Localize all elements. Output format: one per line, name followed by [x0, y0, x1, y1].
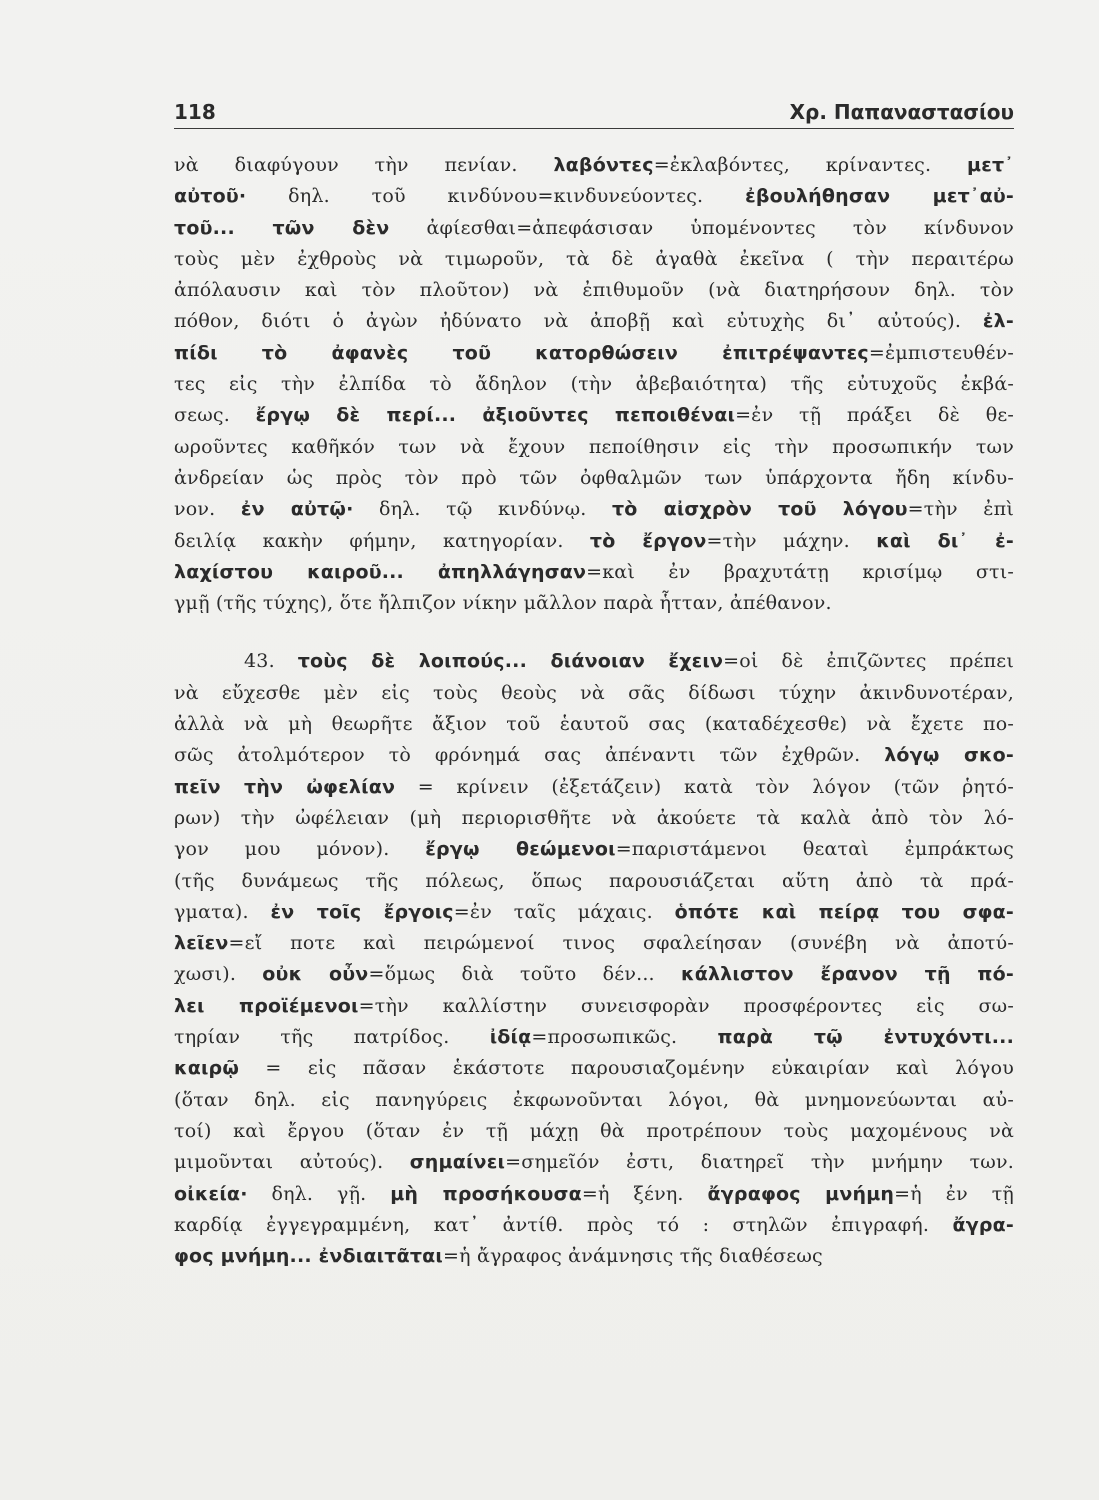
bold-lemma: τὸ ἔργον: [589, 529, 707, 552]
gloss-text: =ἐν τῇ πράξει δὲ θε-: [735, 404, 1014, 427]
bold-lemma: οὐκ οὖν: [262, 963, 369, 986]
gloss-text: =ἐμπιστευθέν-: [868, 341, 1014, 364]
gloss-text: =εἴ ποτε καὶ πειρώμενοί τινος σφαλείησαν (συνέβη νὰ ἀποτύ-: [228, 932, 1014, 955]
bold-lemma: τοὺς δὲ λοιπούς... διάνοιαν ἔχειν: [297, 650, 724, 673]
bold-lemma: λαβόντες: [553, 154, 654, 176]
gloss-text: γμῇ (τῆς τύχης), ὅτε ἤλπιζον νίκην μᾶλλον παρὰ ἧτταν, ἀπέθανον.: [174, 592, 832, 615]
bold-lemma: φος μνήμη... ἐνδιαιτᾶται: [174, 1245, 444, 1268]
bold-lemma: πίδι τὸ ἀφανὲς τοῦ κατορθώσειν ἐπιτρέψαντες: [174, 341, 869, 364]
bold-lemma: καὶ δι᾿ ἐ-: [876, 529, 1014, 552]
text-line: [174, 181, 1014, 212]
bold-lemma: σημαίνει: [409, 1151, 506, 1174]
gloss-text: ἀφίεσθαι=ἀπεφάσισαν ὑπομένοντες τὸν κίνδυνον: [389, 216, 1014, 239]
gloss-text: σῶς ἀτολμότερον τὸ φρόνημά σας ἀπέναντι τῶν ἐχθρῶν.: [174, 744, 885, 767]
gloss-text: = εἰς πᾶσαν ἑκάστοτε παρουσιαζομένην εὐκαιρίαν καὶ λόγου: [239, 1057, 1014, 1080]
bold-lemma: παρὰ τῷ ἐντυχόντι...: [717, 1026, 1014, 1049]
gloss-text: νὰ διαφύγουν τὴν πενίαν.: [174, 154, 554, 176]
bold-lemma: ἄγραφος μνήμη: [707, 1182, 895, 1205]
gloss-text: =τὴν καλλίστην συνεισφορὰν προσφέροντες εἰς σω-: [358, 994, 1014, 1017]
gloss-text: τες εἰς τὴν ἐλπίδα τὸ ἄδηλον (τὴν ἀβεβαιότητα) τῆς εὐτυχοῦς ἐκβά-: [174, 373, 1014, 396]
gloss-text: ωροῦντες καθῆκόν των νὰ ἔχουν πεποίθησιν εἰς τὴν προσωπικήν των: [174, 435, 1014, 458]
text-line: [174, 150, 1014, 181]
bold-lemma: ἐβουλήθησαν μετ᾿αὐ-: [745, 185, 1014, 208]
text-line: [174, 646, 1014, 677]
text-line: [174, 588, 1014, 619]
bold-lemma: ἐν τοῖς ἔργοις: [270, 900, 454, 923]
gloss-text: ἀπόλαυσιν καὶ τὸν πλοῦτον) νὰ ἐπιθυμοῦν (νὰ διατηρήσουν δηλ. τὸν: [174, 279, 1014, 302]
paragraph: [174, 646, 1014, 1272]
running-head: Χρ. Παπαναστασίου: [789, 100, 1014, 124]
gloss-text: πόθον, διότι ὁ ἀγὼν ἠδύνατο νὰ ἀποβῇ καὶ εὐτυχὴς δι᾿ αὐτούς).: [174, 310, 983, 333]
gloss-text: δηλ. τῷ κινδύνῳ.: [353, 498, 612, 521]
gloss-text: δηλ. γῇ.: [247, 1182, 391, 1205]
gloss-text: νὰ εὔχεσθε μὲν εἰς τοὺς θεοὺς νὰ σᾶς δίδωσι τύχην ἀκινδυνοτέραν,: [174, 681, 1014, 704]
bold-lemma: λεῖεν: [174, 932, 229, 955]
text-line: [174, 306, 1014, 337]
gloss-text: νον.: [174, 498, 241, 521]
gloss-text: καρδίᾳ ἐγγεγραμμένη, κατ᾿ ἀντίθ. πρὸς τό : στηλῶν ἐπιγραφή.: [174, 1213, 953, 1236]
text-line: [174, 991, 1014, 1022]
bold-lemma: τὸ αἰσχρὸν τοῦ λόγου: [611, 498, 908, 521]
gloss-text: =ὅμως διὰ τοῦτο δέν...: [368, 963, 681, 986]
text-line: [174, 244, 1014, 275]
gloss-text: δηλ. τοῦ κινδύνου=κινδυνεύοντες.: [246, 185, 746, 208]
gloss-text: μιμοῦνται αὐτούς).: [174, 1151, 410, 1174]
gloss-text: =προσωπικῶς.: [531, 1026, 718, 1049]
gloss-text: χωσι).: [174, 963, 263, 986]
text-line: [174, 740, 1014, 771]
bold-lemma: κάλλιστον ἔρανον τῇ πό-: [681, 963, 1015, 986]
text-line: [174, 897, 1014, 928]
text-line: [174, 1022, 1014, 1053]
gloss-text: = κρίνειν (ἐξετάζειν) κατὰ τὸν λόγον (τῶν ῥητό-: [395, 775, 1014, 798]
text-line: [174, 866, 1014, 897]
gloss-text: τοὺς μὲν ἐχθροὺς νὰ τιμωροῦν, τὰ δὲ ἀγαθὰ ἐκεῖνα ( τὴν περαιτέρω: [174, 247, 1014, 270]
bold-lemma: ἄγρα-: [952, 1213, 1014, 1236]
bold-lemma: λαχίστου καιροῦ... ἀπηλλάγησαν: [174, 560, 587, 583]
gloss-text: =ἡ ἄγραφος ἀνάμνησις τῆς διαθέσεως: [443, 1245, 823, 1268]
gloss-text: =σημεῖόν ἐστι, διατηρεῖ τὴν μνήμην των.: [505, 1151, 1014, 1174]
paragraph: [174, 150, 1014, 619]
text-line: [174, 1241, 1014, 1272]
bold-lemma: ἔργῳ θεώμενοι: [425, 838, 616, 861]
text-line: [174, 772, 1014, 803]
body-text: [174, 150, 1014, 1272]
text-line: [174, 709, 1014, 740]
gloss-text: γματα).: [174, 900, 271, 923]
text-line: [174, 803, 1014, 834]
text-line: [174, 834, 1014, 865]
text-line: [174, 275, 1014, 306]
gloss-text: γον μου μόνον).: [174, 838, 426, 861]
gloss-text: =ἐν ταῖς μάχαις.: [453, 900, 675, 923]
text-line: [174, 1179, 1014, 1210]
text-line: [174, 928, 1014, 959]
bold-lemma: καιρῷ: [174, 1057, 240, 1080]
bold-lemma: πεῖν τὴν ὠφελίαν: [174, 775, 396, 798]
text-line: [174, 557, 1014, 588]
gloss-text: =καὶ ἐν βραχυτάτῃ κρισίμῳ στι-: [586, 560, 1015, 583]
text-line: [174, 463, 1014, 494]
bold-lemma: αὐτοῦ·: [174, 185, 247, 208]
text-line: [174, 494, 1014, 525]
text-line: [174, 1210, 1014, 1241]
bold-lemma: ἐλ-: [982, 310, 1014, 333]
text-line: [174, 369, 1014, 400]
gloss-text: =παριστάμενοι θεαταὶ ἐμπράκτως: [615, 838, 1014, 861]
text-line: [174, 338, 1014, 369]
gloss-text: (τῆς δυνάμεως τῆς πόλεως, ὅπως παρουσιάζεται αὕτη ἀπὸ τὰ πρά-: [174, 869, 1014, 892]
gloss-text: =ἡ ξένη.: [581, 1182, 708, 1205]
bold-lemma: οἰκεία·: [174, 1182, 248, 1205]
page-header: [174, 100, 1014, 126]
gloss-text: =οἱ δὲ ἐπιζῶντες πρέπει: [723, 650, 1014, 673]
bold-lemma: ἔργῳ δὲ περί... ἀξιοῦντες πεποιθέναι: [255, 404, 736, 427]
page-number: 118: [174, 100, 216, 124]
gloss-text: =ἐκλαβόντες, κρίναντες.: [653, 154, 968, 176]
text-line: [174, 526, 1014, 557]
bold-lemma: τοῦ... τῶν δὲν: [174, 216, 390, 239]
text-line: [174, 678, 1014, 709]
text-line: [174, 213, 1014, 244]
bold-lemma: λόγῳ σκο-: [884, 744, 1014, 767]
gloss-text: δειλίᾳ κακὴν φήμην, κατηγορίαν.: [174, 529, 590, 552]
bold-lemma: ἐν αὐτῷ·: [240, 498, 354, 521]
gloss-text: τηρίαν τῆς πατρίδος.: [174, 1026, 490, 1049]
header-rule: [174, 128, 1014, 129]
text-line: [174, 432, 1014, 463]
text-line: [174, 1147, 1014, 1178]
gloss-text: =ἡ ἐν τῇ: [894, 1182, 1015, 1205]
text-line: [174, 1085, 1014, 1116]
gloss-text: ἀλλὰ νὰ μὴ θεωρῆτε ἄξιον τοῦ ἑαυτοῦ σας (καταδέχεσθε) νὰ ἔχετε πο-: [174, 713, 1014, 736]
text-line: [174, 959, 1014, 990]
text-line: [174, 1053, 1014, 1084]
bold-lemma: λει προϊέμενοι: [174, 994, 359, 1017]
gloss-text: τοί) καὶ ἔργου (ὅταν ἐν τῇ μάχῃ θὰ προτρέπουν τοὺς μαχομένους νὰ: [174, 1119, 1014, 1142]
gloss-text: (ὅταν δηλ. εἰς πανηγύρεις ἐκφωνοῦνται λόγοι, θὰ μνημονεύωνται αὐ-: [174, 1088, 1014, 1111]
gloss-text: ρων) τὴν ὠφέλειαν (μὴ περιορισθῆτε νὰ ἀκούετε τὰ καλὰ ἀπὸ τὸν λό-: [174, 806, 1014, 829]
gloss-text: =τὴν ἐπὶ: [907, 498, 1014, 521]
bold-lemma: μετ᾿: [967, 154, 1014, 176]
gloss-text: ἀνδρείαν ὡς πρὸς τὸν πρὸ τῶν ὀφθαλμῶν των ὑπάρχοντα ἤδη κίνδυ-: [174, 466, 1014, 489]
gloss-text: =τὴν μάχην.: [706, 529, 877, 552]
paragraph-gap: [174, 619, 1014, 646]
bold-lemma: ὁπότε καὶ πείρᾳ του σφα-: [674, 900, 1015, 923]
text-line: [174, 400, 1014, 431]
bold-lemma: ἰδίᾳ: [489, 1026, 532, 1049]
gloss-text: 43.: [244, 650, 298, 673]
text-line: [174, 1116, 1014, 1147]
bold-lemma: μὴ προσήκουσα: [390, 1182, 582, 1205]
gloss-text: σεως.: [174, 404, 256, 427]
